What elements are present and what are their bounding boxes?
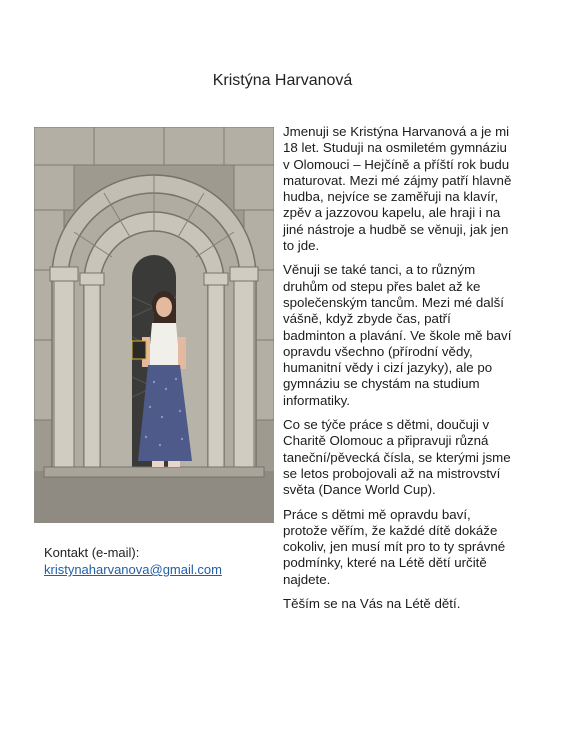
bio-paragraph-1: Jmenuji se Kristýna Harvanová a je mi 18 let. Studuji na osmiletém gymnáziu v Olomouci – Hejčíně a příští rok budu maturovat. Mezi mé zájmy patří hlavně hudba, nejvíce se zaměřuji na klavír, zpěv a jazzovou kapelu, ale hraji i na jiné nástroje a hudbě se věnuji, jak jen to jde. — [283, 124, 512, 254]
bio-paragraph-2: Věnuji se také tanci, a to různým druhům od stepu přes balet až ke společenským tancům. Mezi mé další vášně, když zbyde čas, patří badminton a plavání. Ve škole mě baví opravdu všechno (přírodní vědy, humanitní vědy i cizí jazyky), ale po gymnáziu se chystám na studium informatiky. — [283, 262, 512, 408]
bio-text — [283, 124, 515, 620]
contact-block — [44, 544, 222, 578]
bio-paragraph-4: Práce s dětmi mě opravdu baví, protože věřím, že každé dítě dokáže cokoliv, jen musí mít pro to ty správné podmínky, které na Létě dětí určitě najdete. — [283, 506, 506, 587]
contact-email-link[interactable]: kristynaharvanova@gmail.com — [44, 562, 222, 577]
portrait-photo — [34, 127, 274, 523]
bio-paragraph-3: Co se týče práce s dětmi, doučuji v Charitě Olomouc a připravuji různá taneční/pěvecká čísla, se kterými jsme se letos probojovali až na mistrovství světa (Dance World Cup). — [283, 417, 511, 498]
bio-paragraph-5: Těším se na Vás na Létě dětí. — [283, 596, 461, 612]
contact-label: Kontakt (e-mail): — [44, 545, 140, 560]
page-title: Kristýna Harvanová — [212, 72, 353, 89]
